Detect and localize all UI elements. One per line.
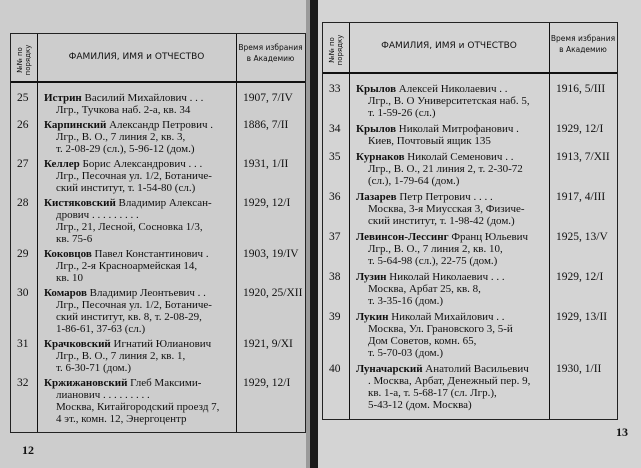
entry-address-line: Москва, Китайгородский проезд 7, [56,401,220,413]
entry-surname: Крылов [356,123,397,135]
election-date: 1920, 25/XII [243,287,303,299]
header-number: №№ по порядку [16,44,32,76]
entry-surname: Крылов [356,83,397,95]
entry-number: 25 [17,92,29,104]
entry-surname: Кистяковский [44,197,116,209]
left-page [0,0,312,468]
entry-number: 36 [329,191,341,203]
election-date: 1929, 12/I [556,123,604,135]
entry-address-line: Лгр., Песочная ул. 1/2, Ботаниче- [56,299,212,311]
entry-name-line [44,197,232,209]
entry-text [356,191,544,227]
entry-number: 29 [17,248,29,260]
header-name: ФАМИЛИЯ, ИМЯ и ОТЧЕСТВО [68,52,205,62]
left-table [10,33,306,433]
entry-number: 26 [17,119,29,131]
entry-text [44,197,232,245]
election-date: 1921, 9/XI [243,338,293,350]
entry-surname: Курнаков [356,151,405,163]
entry-number: 27 [17,158,29,170]
entry-name-line [44,248,232,260]
entry-given-name: Александр Петрович . [109,119,214,131]
entry-text [44,287,232,335]
entry-number: 38 [329,271,341,283]
entry-name-line [44,287,232,299]
entry-address-line: Лгр., Песочная ул. 1/2, Ботаниче- [56,170,212,182]
entry-address-line: Москва, 3-я Миусская 3, Физиче- [368,203,525,215]
entry-surname: Крачковский [44,338,111,350]
entry-name-line [44,119,232,131]
entry-name-line [356,83,544,95]
entry-surname: Луначарский [356,363,423,375]
entry-name-line [356,231,544,243]
entry-address-line: дрович . . . . . . . . . [56,209,139,221]
election-date: 1929, 12/I [243,197,291,209]
entry-surname: Комаров [44,287,87,299]
header-name: ФАМИЛИЯ, ИМЯ и ОТЧЕСТВО [381,41,517,51]
entry-name-line [356,191,544,203]
entry-address-line: ский институт, т. 1-54-80 (сл.) [56,182,196,194]
entry-address-line: Лгр., В. О., 7 линия 2, кв. 1, [56,350,186,362]
entry-surname: Левинсон-Лессинг [356,231,449,243]
entry-text [44,248,232,284]
entry-text [356,83,544,119]
entry-name-line [356,271,544,283]
entry-surname: Истрин [44,92,82,104]
entry-number: 35 [329,151,341,163]
page-number: 13 [616,425,628,439]
column-divider [236,34,237,432]
election-date: 1930, 1/II [556,363,602,375]
entry-given-name: Павел Константинович . [94,248,209,260]
entry-text [44,119,232,155]
entry-name-line [44,338,232,350]
entry-name-line [44,92,232,104]
entry-name-line [356,311,544,323]
entry-address-line: Лгр., В. О Университетская наб. 5, [368,95,530,107]
entry-surname: Келлер [44,158,80,170]
election-date: 1917, 4/III [556,191,606,203]
entry-given-name: Анатолий Васильевич [425,363,529,375]
entry-text [44,158,232,194]
entry-surname: Карпинский [44,119,107,131]
entry-text [356,271,544,307]
entry-text [44,92,232,116]
entry-address-line: т. 1-59-26 (сл.) [368,107,436,119]
entry-given-name: Николай Семенович . . [407,151,514,163]
entry-name-line [44,377,232,389]
column-divider [549,23,550,419]
election-date: 1929, 12/I [556,271,604,283]
header-number: №№ по порядку [328,34,344,66]
entry-name-line [356,151,544,163]
entry-surname: Лузин [356,271,387,283]
header-date [549,33,617,55]
election-date: 1925, 13/V [556,231,608,243]
entry-given-name: Франц Юльевич [451,231,529,243]
entry-surname: Лазарев [356,191,397,203]
entry-number: 37 [329,231,341,243]
entry-text [356,151,544,187]
entry-given-name: Игнатий Юлианович [113,338,212,350]
entry-name-line [356,363,544,375]
entry-address-line: ский институт, т. 1-98-42 (дом.) [368,215,515,227]
page-number: 12 [22,443,34,457]
election-date: 1886, 7/II [243,119,289,131]
entry-address-line: Лгр., В. О., 21 линия 2, т. 2-30-72 [368,163,523,175]
entry-address-line: Москва, Арбат 25, кв. 8, [368,283,481,295]
entry-address-line: т. 5-70-03 (дом.) [368,347,443,359]
entry-address-line: лианович . . . . . . . . . [56,389,150,401]
entry-address-line: Лгр., В. О., 7 линия 2, кв. 10, [368,243,503,255]
entry-text [356,363,544,411]
entry-address-line: кв. 1-а, т. 5-68-17 (сл. Лгр.), [368,387,497,399]
entry-surname: Кржижановский [44,377,128,389]
election-date: 1931, 1/II [243,158,289,170]
entry-text [356,231,544,267]
header-date-line2: в Академию [246,54,295,63]
entry-number: 28 [17,197,29,209]
entry-given-name: Глеб Максими- [130,377,202,389]
entry-address-line: т. 5-64-98 (сл.), 22-75 (дом.) [368,255,498,267]
entry-given-name: Владимир Алексан- [118,197,212,209]
entry-given-name: Владимир Леонтьевич . . [89,287,206,299]
entry-number: 33 [329,83,341,95]
column-divider [37,34,38,432]
entry-address-line: Москва, Ул. Грановского 3, 5-й [368,323,513,335]
entry-name-line [356,123,544,135]
entry-address-line: ский институт, кв. 8, т. 2-08-29, [56,311,202,323]
entry-surname: Лукин [356,311,389,323]
entry-given-name: Николай Николаевич . . . [389,271,505,283]
entry-address-line: кв. 10 [56,272,84,284]
header-date-line1: Время избрания [238,43,303,52]
entry-address-line: т. 2-08-29 (сл.), 5-96-12 (дом.) [56,143,195,155]
entry-given-name: Василий Михайлович . . . [84,92,204,104]
election-date: 1929, 13/II [556,311,608,323]
entry-name-line [44,158,232,170]
entry-number: 30 [17,287,29,299]
election-date: 1907, 7/IV [243,92,293,104]
entry-address-line: кв. 75-6 [56,233,93,245]
entry-number: 34 [329,123,341,135]
entry-address-line: 5-43-12 (дом. Москва) [368,399,472,411]
election-date: 1903, 19/IV [243,248,299,260]
election-date: 1916, 5/III [556,83,606,95]
entry-given-name: Николай Митрофанович . [398,123,519,135]
entry-given-name: Николай Михайлович . . [391,311,505,323]
election-date: 1913, 7/XII [556,151,610,163]
entry-given-name: Борис Александрович . . . [82,158,203,170]
entry-number: 39 [329,311,341,323]
entry-address-line: Лгр., 21, Лесной, Сосновка 1/3, [56,221,203,233]
entry-address-line: т. 3-35-16 (дом.) [368,295,443,307]
entry-address-line: Дом Советов, комн. 65, [368,335,477,347]
entry-address-line: т. 6-30-71 (дом.) [56,362,131,374]
entry-address-line: . Москва, Арбат, Денежный пер. 9, [368,375,531,387]
entry-text [356,311,544,359]
entry-address-line: Лгр., 2-я Красноармейская 14, [56,260,198,272]
entry-address-line: 4 эт., комн. 12, Энергоцентр [56,413,187,425]
entry-given-name: Алексей Николаевич . . [398,83,508,95]
entry-given-name: Петр Петрович . . . . [399,191,493,203]
column-divider [349,23,350,419]
header-date-line2: в Академию [559,45,607,54]
entry-number: 32 [17,377,29,389]
entry-address-line: Киев, Почтовый ящик 135 [368,135,491,147]
entry-surname: Коковцов [44,248,92,260]
entry-number: 31 [17,338,29,350]
entry-text [44,377,232,425]
entry-address-line: (сл.), 1-79-64 (дом.) [368,175,460,187]
header-date [236,42,305,64]
right-table [322,22,618,420]
election-date: 1929, 12/I [243,377,291,389]
right-page [318,0,641,468]
header-date-line1: Время избрания [550,34,616,43]
entry-address-line: 1-86-61, 37-63 (сл.) [56,323,146,335]
entry-number: 40 [329,363,341,375]
entry-address-line: Лгр., В. О., 7 линия 2, кв. 3, [56,131,186,143]
entry-address-line: Лгр., Тучкова наб. 2-а, кв. 34 [56,104,191,116]
entry-text [356,123,544,147]
entry-text [44,338,232,374]
